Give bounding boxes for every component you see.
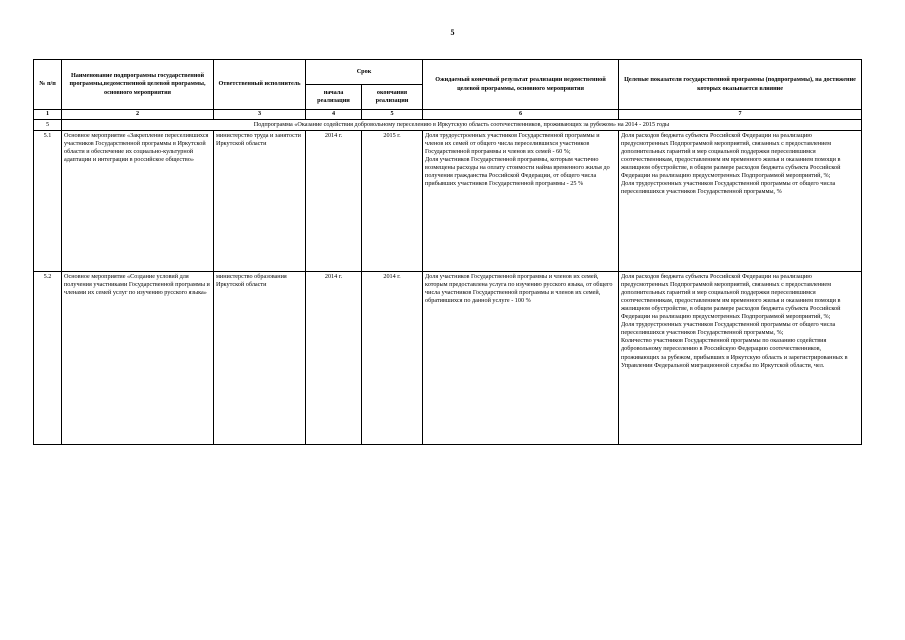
- subprogram-row: [34, 119, 862, 130]
- row-num: 5.1: [34, 130, 62, 271]
- column-number-row: [34, 110, 862, 120]
- column-number: 7: [619, 110, 862, 120]
- row-num: 5.2: [34, 271, 62, 444]
- row-start: 2014 г.: [306, 130, 362, 271]
- subprogram-num: 5: [34, 119, 62, 130]
- header-num: № п/п: [34, 60, 62, 110]
- table-row: [34, 130, 862, 271]
- page-number: 5: [450, 28, 455, 37]
- row-end: 2015 г.: [362, 130, 423, 271]
- row-name: Основное мероприятие «Закрепление переселившихся участников Государственной программы в Иркутской области и обеспечение их социально-культурной адаптации и интеграции в российское общество»: [62, 130, 214, 271]
- column-number: 5: [362, 110, 423, 120]
- subprogram-title: Подпрограмма «Оказание содействия добровольному переселению в Иркутскую область соотечественников, проживающих за рубежом» на 2014 - 2015 годы: [62, 119, 862, 130]
- row-executor: министерство образования Иркутской области: [214, 271, 306, 444]
- column-number: 3: [214, 110, 306, 120]
- column-number: 4: [306, 110, 362, 120]
- row-indicators: Доля расходов бюджета субъекта Российской Федерации на реализацию предусмотренных Подпрограммой мероприятий, связанных с предоставлением дополнительных гарантий и мер социальной поддержки переселившимся соотечественникам, предоставлением им временного жилья и оказанием помощи в жилищном обустройстве, в общем размере расходов бюджета субъекта Российской Федерации на реализацию предусмотренных Подпрограммой мероприятий, %; Доля трудоустроенных участников Государственной программы от общего числа переселившихся участников Государственной программы, %; Количество участников Государственной программы по оказанию содействия добровольному переселению в Российскую Федерацию соотечественников, проживающих за рубежом, прибывших в Иркутскую область и зарегистрированных в Управлении Федеральной миграционной службы по Иркутской области, чел.: [619, 271, 862, 444]
- row-result: Доля участников Государственной программы и членов их семей, которым предоставлена услуга по изучению русского языка, от общего числа участников Государственной программы и членов их семей, обратившихся по данной услуге - 100 %: [423, 271, 619, 444]
- row-start: 2014 г.: [306, 271, 362, 444]
- row-name: Основное мероприятие «Создание условий для получения участниками Государственной программы и членами их семей услуг по изучению русского языка»: [62, 271, 214, 444]
- header-executor: Ответственный исполнитель: [214, 60, 306, 110]
- header-term: Срок: [306, 60, 423, 85]
- program-table: [33, 59, 862, 445]
- column-number: 2: [62, 110, 214, 120]
- header-end: окончания реализации: [362, 85, 423, 110]
- header-result: Ожидаемый конечный результат реализации ведомственной целевой программы, основного мероприятия: [423, 60, 619, 110]
- row-executor: министерство труда и занятости Иркутской области: [214, 130, 306, 271]
- row-end: 2014 г.: [362, 271, 423, 444]
- row-result: Доля трудоустроенных участников Государственной программы и членов их семей от общего числа переселившихся участников Государственной программы и членов их семей - 60 %; Доля участников Государственной программы, которым частично возмещены расходы на оплату стоимости найма временного жилья до получения гражданства Российской Федерации, от общего числа прибывших участников Государственной программы - 25 %: [423, 130, 619, 271]
- header-indicators: Целевые показатели государственной программы (подпрограммы), на достижение которых оказывается влияние: [619, 60, 862, 110]
- header-name: Наименование подпрограммы государственной программы,ведомственной целевой программы, основного мероприятия: [62, 60, 214, 110]
- table-row: [34, 271, 862, 444]
- row-indicators: Доля расходов бюджета субъекта Российской Федерации на реализацию предусмотренных Подпрограммой мероприятий, связанных с предоставлением дополнительных гарантий и мер социальной поддержки переселившимся соотечественникам, предоставлением им временного жилья и оказанием помощи в жилищном обустройстве, в общем размере расходов бюджета субъекта Российской Федерации на реализацию предусмотренных Подпрограммой мероприятий, %; Доля трудоустроенных участников Государственной программы от общего числа переселившихся участников Государственной программы, %: [619, 130, 862, 271]
- column-number: 1: [34, 110, 62, 120]
- column-number: 6: [423, 110, 619, 120]
- header-start: начала реализации: [306, 85, 362, 110]
